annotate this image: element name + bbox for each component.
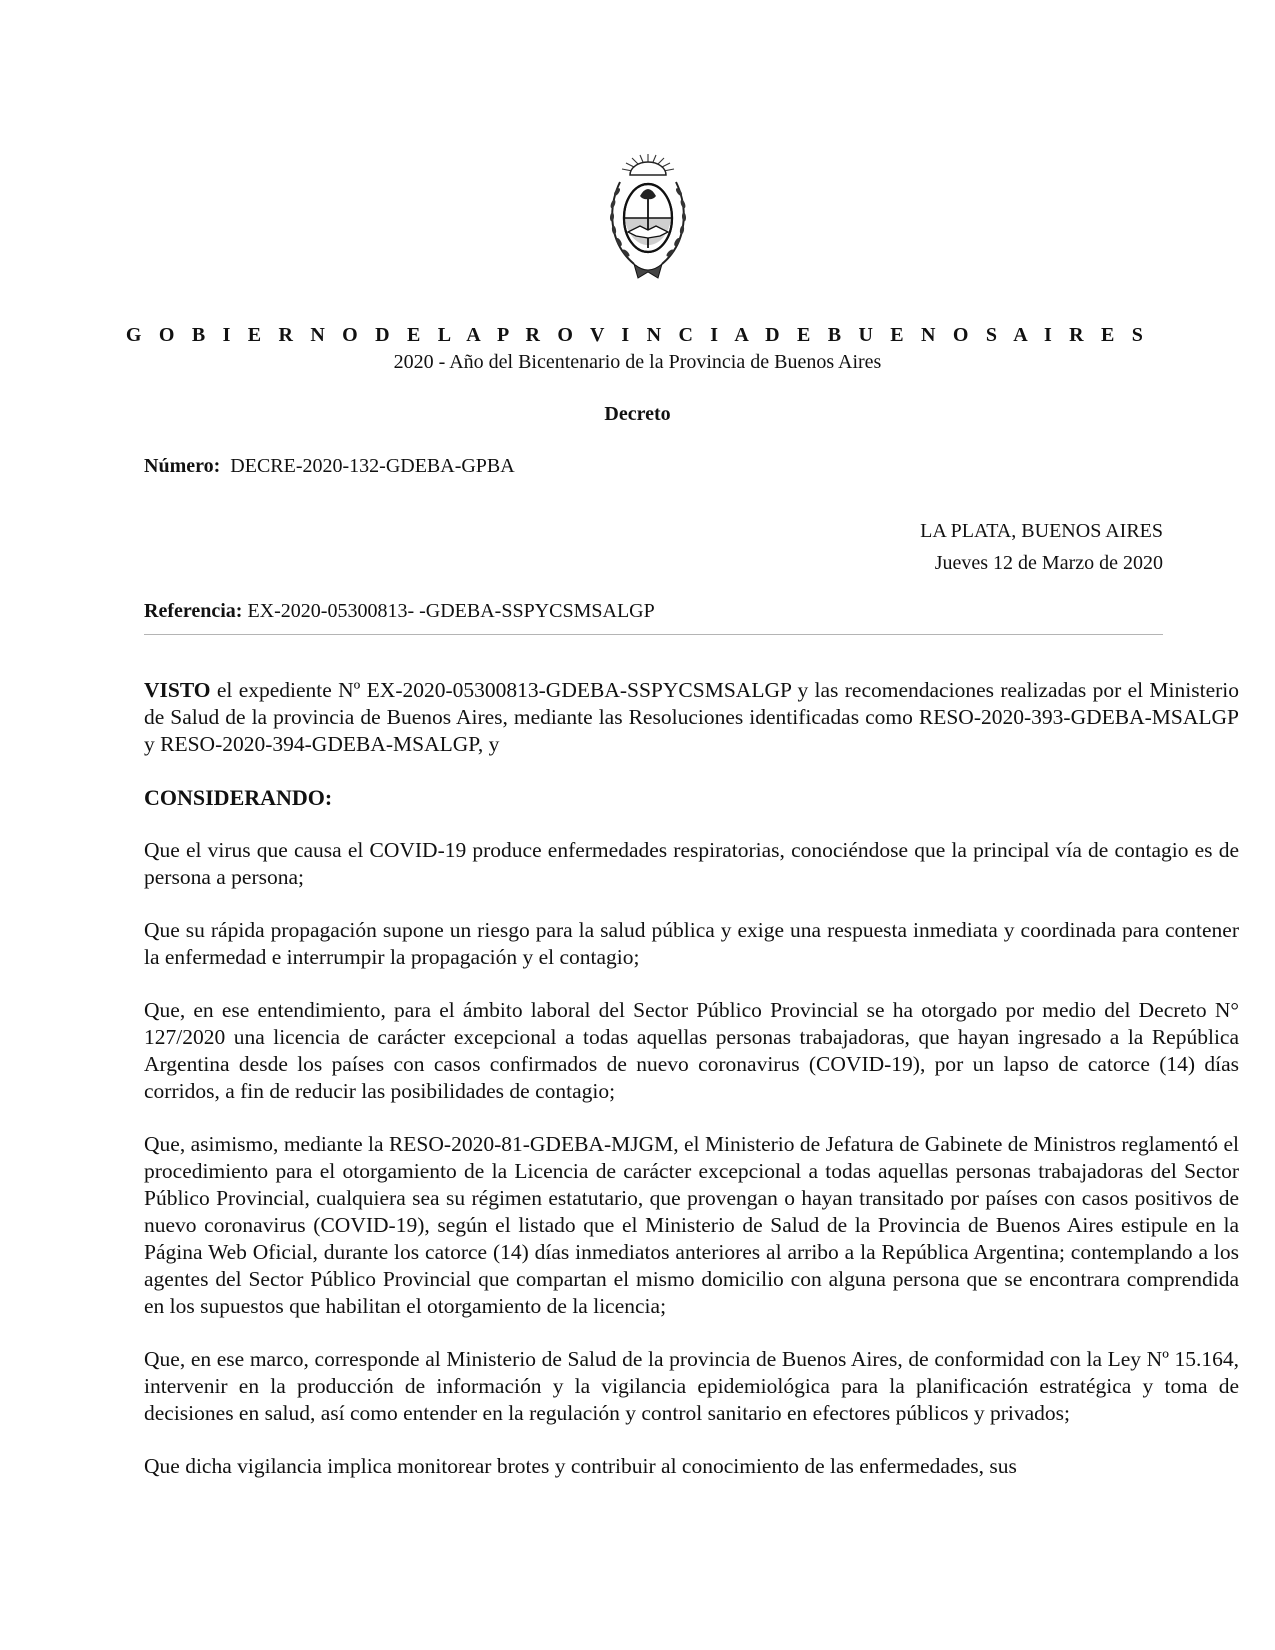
year-motto: 2020 - Año del Bicentenario de la Provincia de Buenos Aires xyxy=(393,351,882,373)
paragraph: Que el virus que causa el COVID-19 produce enfermedades respiratorias, conociéndose que la principal vía de contagio es de persona a persona; xyxy=(144,838,1239,889)
referencia-value: EX-2020-05300813- -GDEBA-SSPYCSMSALGP xyxy=(247,600,655,622)
numero-value: DECRE-2020-132-GDEBA-GPBA xyxy=(230,455,515,477)
argentina-coat-of-arms-icon xyxy=(604,152,692,282)
date: Jueves 12 de Marzo de 2020 xyxy=(934,552,1163,574)
visto-text: el expediente Nº EX-2020-05300813-GDEBA-SSPYCSMSALGP y las recomendaciones realizadas por el Ministerio de Salud de la provincia de Buenos Aires, mediante las Resoluciones identificadas como RESO-2020-393-GDEBA-MSALGP y RESO-2020-394-GDEBA-MSALGP, y xyxy=(144,678,1239,756)
place: LA PLATA, BUENOS AIRES xyxy=(920,520,1163,542)
reference xyxy=(144,600,655,623)
paragraph: Que, asimismo, mediante la RESO-2020-81-GDEBA-MJGM, el Ministerio de Jefatura de Gabinete de Ministros reglamentó el procedimiento para el otorgamiento de la Licencia de carácter excepcional a todas aquellas personas trabajadoras del Sector Público Provincial, cualquiera sea su régimen estatutario, que provengan o hayan transitado por países con casos positivos de nuevo coronavirus (COVID-19), según el listado que el Ministerio de Salud de la Provincia de Buenos Aires estipule en la Página Web Oficial, durante los catorce (14) días inmediatos anteriores al arribo a la República Argentina; contemplando a los agentes del Sector Público Provincial que compartan el mismo domicilio con alguna persona que se encontrara comprendida en los supuestos que habilitan el otorgamiento de la licencia; xyxy=(144,1132,1239,1318)
paragraph: Que su rápida propagación supone un riesgo para la salud pública y exige una respuesta inmediata y coordinada para contener la enfermedad e interrumpir la propagación y el contagio; xyxy=(144,918,1239,969)
paragraph: Que, en ese entendimiento, para el ámbito laboral del Sector Público Provincial se ha otorgado por medio del Decreto N° 127/2020 una licencia de carácter excepcional a todas aquellas personas trabajadoras, que hayan ingresado a la República Argentina desde los países con casos confirmados de nuevo coronavirus (COVID-19), por un lapso de catorce (14) días corridos, a fin de reducir las posibilidades de contagio; xyxy=(144,998,1239,1103)
visto-label: VISTO xyxy=(144,678,211,702)
paragraph: Que, en ese marco, corresponde al Ministerio de Salud de la provincia de Buenos Aires, de conformidad con la Ley Nº 15.164, intervenir en la producción de información y la vigilancia epidemiológica para la planificación estratégica y toma de decisiones en salud, así como entender en la regulación y control sanitario en efectores públicos y privados; xyxy=(144,1347,1239,1425)
decree-body xyxy=(144,677,1239,1480)
numero-label: Número: xyxy=(144,455,221,477)
document-type-title: Decreto xyxy=(604,403,671,425)
considerando-heading: CONSIDERANDO: xyxy=(144,785,333,810)
place-and-date xyxy=(920,515,1163,579)
visto-paragraph xyxy=(144,677,1239,758)
document-number xyxy=(144,455,515,478)
government-title: G O B I E R N O D E L A P R O V I N C I A D E B U E N O S A I R E S xyxy=(125,324,1150,346)
header-divider xyxy=(144,634,1163,635)
referencia-label: Referencia: xyxy=(144,600,243,622)
paragraph: Que dicha vigilancia implica monitorear brotes y contribuir al conocimiento de las enfermedades, sus xyxy=(144,1454,1017,1478)
